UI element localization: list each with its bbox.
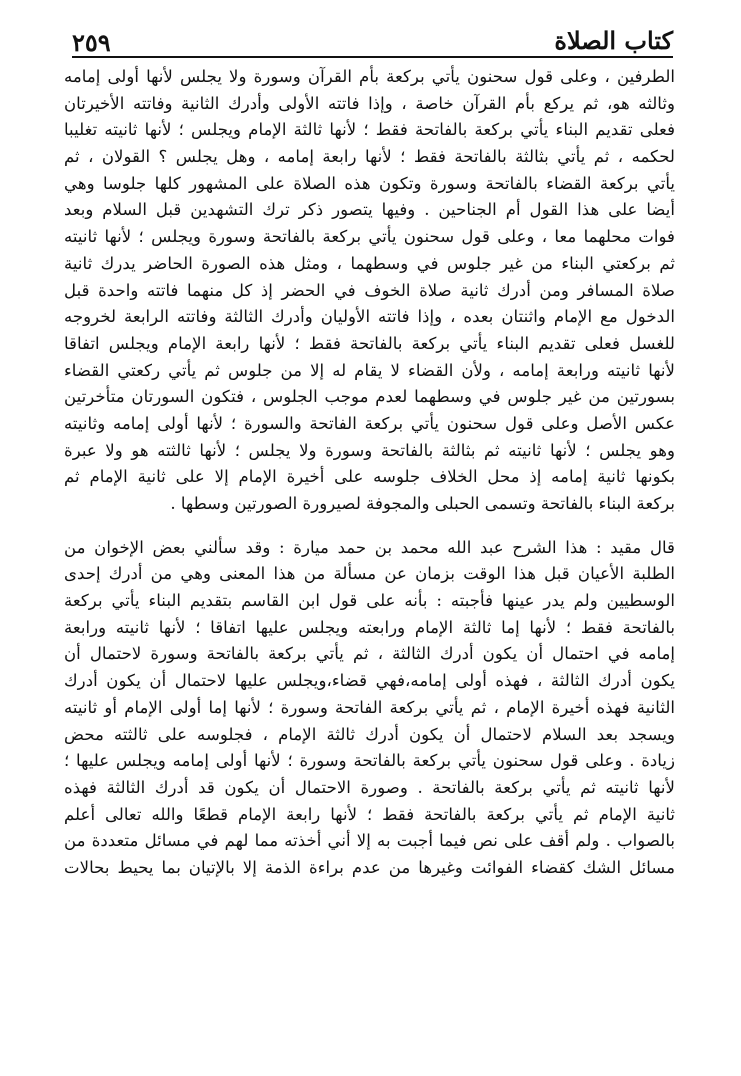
text-line: مسائل الشك كقضاء الفوائت وغيرها من عدم براءة الذمة إلا بالإتيان بما يحيط بحالات <box>64 857 675 877</box>
text-line: يكون أدرك الثالثة ، فهذه أولى إمامه،فهي قضاء،ويجلس عليها لاحتمال أن يكون أدرك <box>64 671 675 691</box>
text-line: وثالثه هو، ثم يركع بأم القرآن خاصة ، وإذا فاتته الأولى وأدرك الثانية وفاتته الأخيرتان <box>64 93 675 113</box>
text-line: لحكمه ، ثم يأتي بثالثة بالفاتحة فقط ؛ لأنها رابعة إمامه ، وهل يجلس ؟ القولان ، ثم <box>64 147 675 167</box>
text-line: أيضا على هذا القول أم الجناحين . وفيها يتصور ذكر ترك التشهدين قبل السلام وبعد <box>64 200 675 220</box>
text-line: زيادة . وعلى قول سحنون يأتي بركعة بالفاتحة وسورة ؛ لأنها أولى إمامه ويجلس عليها ؛ <box>64 751 675 771</box>
text-line: صلاة المسافر ومن أدرك ثانية صلاة الخوف في الحضر إذ كل منهما فاتته واحدة قبل <box>64 280 675 300</box>
text-line: بالفاتحة فقط ؛ لأنها إما ثالثة الإمام ورابعته ويجلس عليها اتفاقا ؛ لأنها ثانيته ورابعة <box>64 617 675 637</box>
paragraph-gap <box>64 518 675 535</box>
text-line: الطلبة الأعيان قبل هذا الوقت بزمان عن مسألة من هذا المعنى وهي من أدرك إحدى <box>64 564 675 584</box>
text-line: بسورتين من غير جلوس في وسطهما لعدم موجب الجلوس ، فتكون السورتان متأخرتين <box>64 387 675 407</box>
text-line: فعلى تقديم البناء يأتي بركعة بالفاتحة فقط ؛ لأنها ثالثة الإمام ويجلس ؛ لأنها ثانيته تغليبا <box>64 120 675 140</box>
text-line: وهو يجلس ؛ لأنها ثانيته ثم بثالثة بالفاتحة وسورة ولا يجلس ؛ لأنها ثالثته هو ولا عبرة <box>64 440 675 460</box>
text-line: يأتي بركعة القضاء بالفاتحة وسورة وتكون هذه الصلاة على المشهور كلها جلوسا وهي <box>64 173 675 193</box>
text-line: لأنها ثانيته ورابعة إمامه ، ولأن القضاء لا يقام له إلا من جلوس ثم يأتي ركعتي القضاء <box>64 360 675 380</box>
text-line: للغسل فعلى تقديم البناء يأتي بركعة بالفاتحة فقط ؛ لأنها رابعة الإمام ويجلس اتفاقا <box>64 333 675 353</box>
page-body <box>64 64 675 882</box>
paragraph-1 <box>64 64 675 518</box>
text-line: ويسجد بعد السلام لاحتمال أن يكون أدرك ثالثة الإمام ، فجلوسه على ثالثته محض <box>64 724 675 744</box>
text-line: ثانية الإمام ثم يأتي بركعة بالفاتحة فقط ؛ لأنها رابعة الإمام قطعًا والله تعالى أعلم <box>64 804 675 824</box>
text-line: فوات محلهما معا ، وعلى قول سحنون يأتي بركعة بالفاتحة وسورة ويجلس ؛ لأنها ثانيته <box>64 227 675 247</box>
text-line: الدخول مع الإمام واثنتان بعده ، وإذا فاتته الأوليان وأدرك الثالثة وفاتته الرابعة لخروجه <box>64 307 675 327</box>
text-line: قال مقيد : هذا الشرح عبد الله محمد بن حمد ميارة : وقد سألني بعض الإخوان من <box>64 537 675 557</box>
text-line: الوسطيين ولم يدر عينها فأجبته : بأنه على قول ابن القاسم بتقديم البناء يأتي بركعة <box>64 591 675 611</box>
text-line: لأنها ثانيته ثم يأتي بركعة بالفاتحة . وصورة الاحتمال أن يكون قد أدرك الثالثة فهذه <box>64 777 675 797</box>
text-line: الطرفين ، وعلى قول سحنون يأتي بركعة بأم القرآن وسورة ولا يجلس لأنها أولى إمامه <box>64 67 675 86</box>
text-line: عكس الأصل وعلى قول سحنون يأتي بركعة الفاتحة والسورة ؛ لأنها أولى إمامه وثانيته <box>64 413 675 433</box>
paragraph-2 <box>64 535 675 882</box>
text-line: الثانية فهذه أخيرة الإمام ، ثم يأتي بركعة الفاتحة وسورة ؛ لأنها إما أولى الإمام أو ثانيته <box>64 697 675 717</box>
text-line: بكونها ثانية إمامه إذ محل الخلاف جلوسه على أخيرة الإمام إلا على ثانية الإمام ثم <box>64 467 675 487</box>
page-number: ٢٥٩ <box>72 28 111 57</box>
text-line: بالصواب . ولم أقف على نص فيما أجبت به إلا أني أخذته مما لهم في مسائل متعددة من <box>64 831 675 851</box>
text-line: بركعة البناء بالفاتحة وتسمى الحبلى والمجوفة لصيرورة الصورتين وسطها . <box>170 494 675 513</box>
book-title: كتاب الصلاة <box>554 26 673 55</box>
page-header <box>72 26 673 58</box>
text-line: إمامه في احتمال أن يكون أدرك الثالثة ، ثم يأتي بركعة بالفاتحة وسورة لاحتمال أن <box>64 644 675 664</box>
text-line: ثم بركعتي البناء من غير جلوس في وسطهما ، ومثل هذه الصورة الحاضر يدرك ثانية <box>64 253 675 273</box>
